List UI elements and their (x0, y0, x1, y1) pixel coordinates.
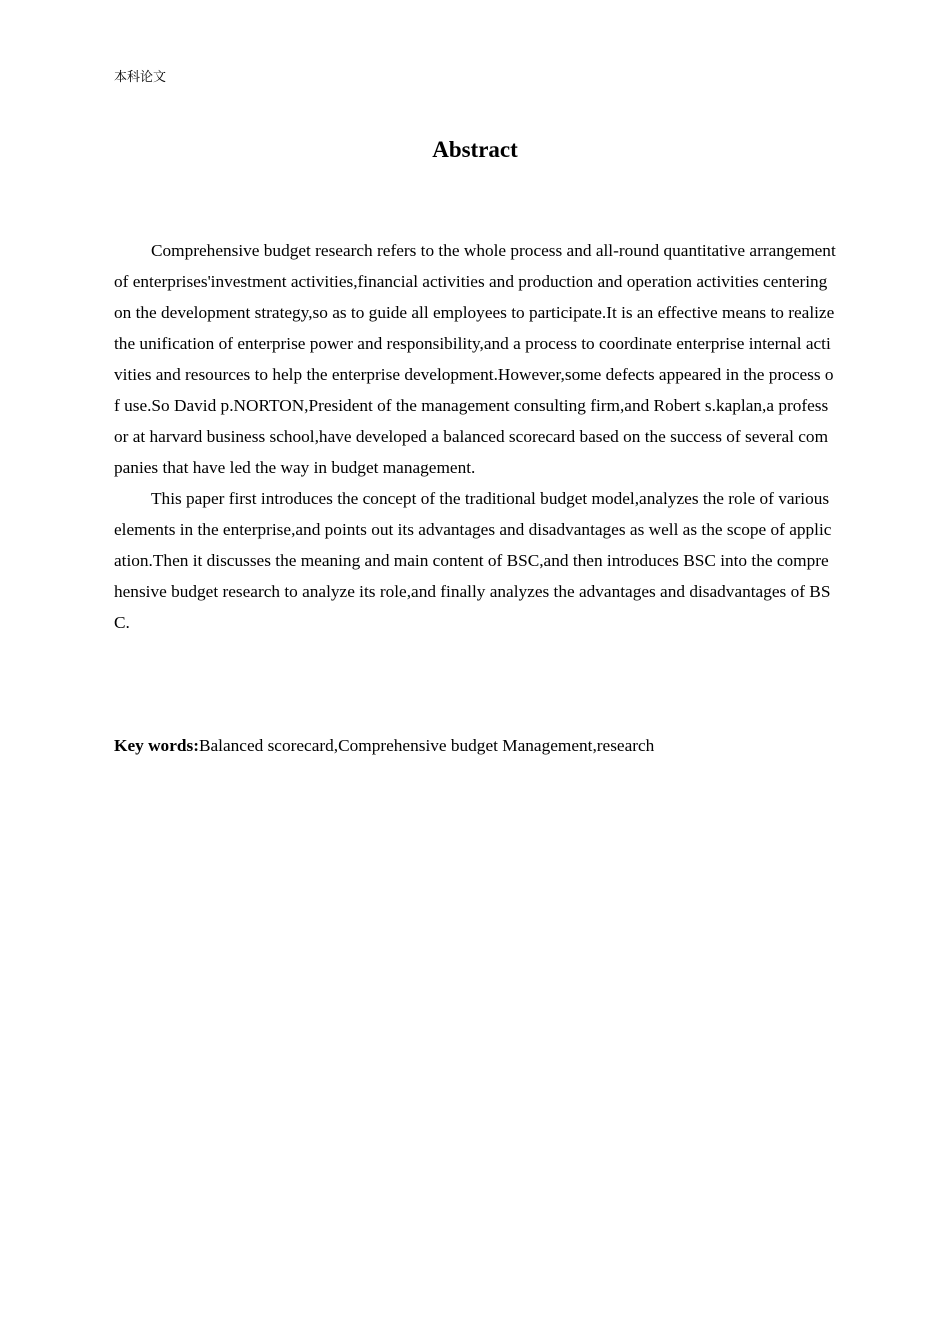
abstract-paragraph-2: This paper first introduces the concept of the traditional budget model,analyzes the role of various elements in the enterprise,and points out its advantages and disadvantages as well as the scope of application.Then it discusses the meaning and main content of BSC,and then introduces BSC into the comprehensive budget research to analyze its role,and finally analyzes the advantages and disadvantages of BSC. (114, 489, 832, 632)
abstract-body (114, 235, 836, 638)
abstract-paragraph-1: Comprehensive budget research refers to the whole process and all-round quantitative arrangement of enterprises'investment activities,financial activities and production and operation activities centering on the development strategy,so as to guide all employees to participate.It is an effective means to realize the unification of enterprise power and responsibility,and a process to coordinate enterprise internal activities and resources to help the enterprise development.However,some defects appeared in the process of use.So David p.NORTON,President of the management consulting firm,and Robert s.kaplan,a professor at harvard business school,have developed a balanced scorecard based on the success of several companies that have led the way in budget management. (114, 241, 836, 477)
abstract-title: Abstract (432, 137, 518, 162)
keywords-value: Balanced scorecard,Comprehensive budget Management,research (198, 736, 655, 755)
keywords-label: Key words: (114, 736, 199, 755)
keywords-line (114, 730, 836, 761)
page-header-label: 本科论文 (114, 70, 167, 85)
